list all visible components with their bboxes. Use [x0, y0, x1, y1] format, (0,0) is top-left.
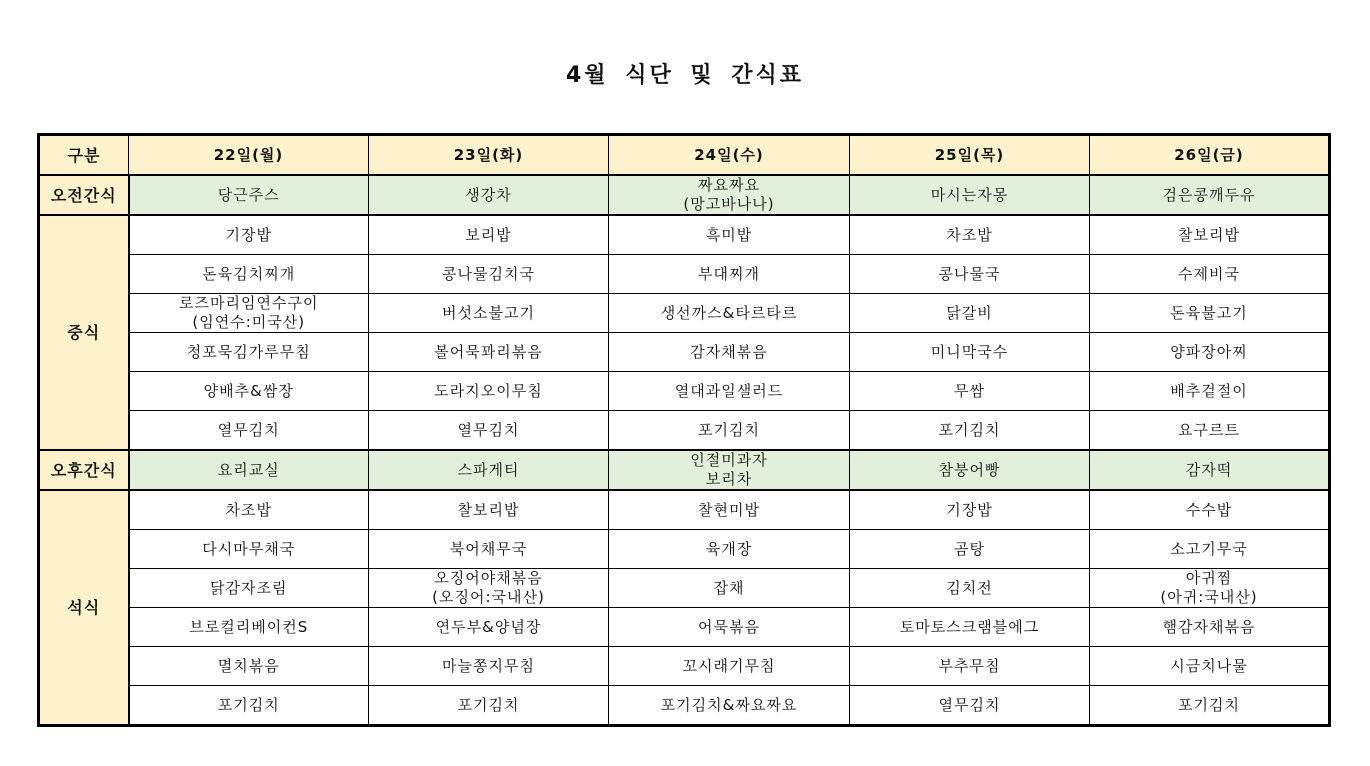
- page-title: 4월 식단 및 간식표: [565, 63, 805, 88]
- header-row: [39, 135, 1330, 176]
- menu-item: 꼬시래기무침: [609, 647, 850, 686]
- menu-item: 생강차: [369, 175, 609, 215]
- menu-item: 열무김치: [129, 411, 369, 451]
- menu-item: 차조밥: [850, 215, 1090, 255]
- menu-item: 차조밥: [129, 490, 369, 530]
- menu-item: 로즈마리임연수구이 (임연수:미국산): [129, 294, 369, 333]
- afternoon-snack-row: [39, 450, 1330, 490]
- menu-item: 열무김치: [850, 686, 1090, 726]
- menu-item: 양배추&쌈장: [129, 372, 369, 411]
- dinner-row: [39, 608, 1330, 647]
- menu-item: 찰보리밥: [1090, 215, 1330, 255]
- lunch-row: [39, 411, 1330, 451]
- menu-item: 돈육불고기: [1090, 294, 1330, 333]
- menu-item: 김치전: [850, 569, 1090, 608]
- menu-item: 부추무침: [850, 647, 1090, 686]
- dinner-row: [39, 490, 1330, 530]
- dinner-row: [39, 569, 1330, 608]
- menu-item: 양파장아찌: [1090, 333, 1330, 372]
- header-day: 24일(수): [609, 135, 850, 176]
- category-label: 오후간식: [39, 450, 129, 490]
- menu-item: 토마토스크램블에그: [850, 608, 1090, 647]
- menu-item: 곰탕: [850, 530, 1090, 569]
- menu-item: 감자채볶음: [609, 333, 850, 372]
- menu-item: 버섯소불고기: [369, 294, 609, 333]
- menu-item: 열대과일샐러드: [609, 372, 850, 411]
- menu-item: 요구르트: [1090, 411, 1330, 451]
- menu-item: 수수밥: [1090, 490, 1330, 530]
- menu-item: 짜요짜요 (망고바나나): [609, 175, 850, 215]
- dinner-row: [39, 686, 1330, 726]
- menu-item: 콩나물김치국: [369, 255, 609, 294]
- menu-item: 수제비국: [1090, 255, 1330, 294]
- menu-item: 어묵볶음: [609, 608, 850, 647]
- category-label: 중식: [39, 215, 129, 450]
- menu-item: 포기김치: [369, 686, 609, 726]
- menu-item: 청포묵김가루무침: [129, 333, 369, 372]
- menu-item: 인절미과자 보리차: [609, 450, 850, 490]
- meal-table: [37, 133, 1331, 727]
- menu-item: 오징어야채볶음 (오징어:국내산): [369, 569, 609, 608]
- menu-item: 시금치나물: [1090, 647, 1330, 686]
- menu-item: 기장밥: [850, 490, 1090, 530]
- menu-item: 잡채: [609, 569, 850, 608]
- menu-item: 흑미밥: [609, 215, 850, 255]
- menu-item: 기장밥: [129, 215, 369, 255]
- menu-item: 볼어묵꽈리볶음: [369, 333, 609, 372]
- menu-item: 포기김치: [850, 411, 1090, 451]
- menu-item: 보리밥: [369, 215, 609, 255]
- lunch-row: [39, 333, 1330, 372]
- menu-item: 아귀찜 (아귀:국내산): [1090, 569, 1330, 608]
- menu-item: 연두부&양념장: [369, 608, 609, 647]
- lunch-row: [39, 255, 1330, 294]
- menu-item: 찰보리밥: [369, 490, 609, 530]
- menu-item: 요리교실: [129, 450, 369, 490]
- menu-item: 닭갈비: [850, 294, 1090, 333]
- menu-item: 브로컬리베이컨S: [129, 608, 369, 647]
- menu-item: 돈육김치찌개: [129, 255, 369, 294]
- menu-item: 포기김치: [609, 411, 850, 451]
- menu-item: 북어채무국: [369, 530, 609, 569]
- header-day: 22일(월): [129, 135, 369, 176]
- menu-item: 포기김치&짜요짜요: [609, 686, 850, 726]
- dinner-row: [39, 647, 1330, 686]
- menu-item: 마시는자몽: [850, 175, 1090, 215]
- menu-item: 멸치볶음: [129, 647, 369, 686]
- menu-item: 마늘쫑지무침: [369, 647, 609, 686]
- menu-item: 열무김치: [369, 411, 609, 451]
- menu-item: 감자떡: [1090, 450, 1330, 490]
- menu-item: 검은콩깨두유: [1090, 175, 1330, 215]
- menu-item: 닭감자조림: [129, 569, 369, 608]
- menu-item: 콩나물국: [850, 255, 1090, 294]
- dinner-row: [39, 530, 1330, 569]
- menu-item: 도라지오이무침: [369, 372, 609, 411]
- menu-item: 미니막국수: [850, 333, 1090, 372]
- menu-item: 다시마무채국: [129, 530, 369, 569]
- menu-item: 소고기무국: [1090, 530, 1330, 569]
- menu-item: 포기김치: [129, 686, 369, 726]
- menu-item: 햄감자채볶음: [1090, 608, 1330, 647]
- menu-item: 무쌈: [850, 372, 1090, 411]
- menu-item: 찰현미밥: [609, 490, 850, 530]
- menu-item: 스파게티: [369, 450, 609, 490]
- menu-item: 부대찌개: [609, 255, 850, 294]
- lunch-row: [39, 215, 1330, 255]
- menu-item: 당근주스: [129, 175, 369, 215]
- menu-item: 배추겉절이: [1090, 372, 1330, 411]
- header-day: 23일(화): [369, 135, 609, 176]
- lunch-row: [39, 372, 1330, 411]
- category-label: 석식: [39, 490, 129, 726]
- header-category: 구분: [39, 135, 129, 176]
- menu-item: 포기김치: [1090, 686, 1330, 726]
- menu-item: 참붕어빵: [850, 450, 1090, 490]
- morning-snack-row: [39, 175, 1330, 215]
- menu-item: 생선까스&타르타르: [609, 294, 850, 333]
- category-label: 오전간식: [39, 175, 129, 215]
- header-day: 25일(목): [850, 135, 1090, 176]
- header-day: 26일(금): [1090, 135, 1330, 176]
- menu-item: 육개장: [609, 530, 850, 569]
- lunch-row: [39, 294, 1330, 333]
